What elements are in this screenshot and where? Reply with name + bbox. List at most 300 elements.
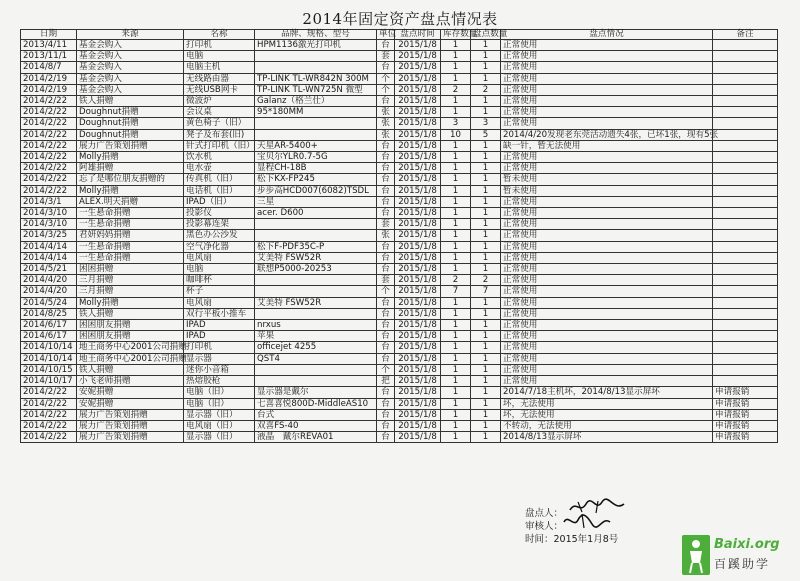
table-cell: 黑色办公沙发 [184, 230, 255, 241]
table-cell [713, 73, 778, 84]
table-cell: 台 [377, 420, 395, 431]
table-cell: 双喜FS-40 [255, 420, 377, 431]
table-cell: IPAD（旧） [184, 196, 255, 207]
table-cell: 无线USB网卡 [184, 84, 255, 95]
table-cell: 1 [441, 174, 471, 185]
table-cell: 1 [441, 208, 471, 219]
table-cell: 2014/4/14 [21, 241, 77, 252]
table-row [21, 342, 778, 353]
column-header: 品牌、规格、型号 [255, 30, 377, 40]
table-cell: 正常使用 [501, 152, 713, 163]
table-cell: 1 [441, 409, 471, 420]
table-cell: 台 [377, 208, 395, 219]
table-cell: Doughnut捐赠 [77, 107, 184, 118]
table-row [21, 118, 778, 129]
table-cell: 2013/4/11 [21, 40, 77, 51]
table-cell: 1 [441, 252, 471, 263]
column-header: 备注 [713, 30, 778, 40]
table-cell: 一生悬命捐赠 [77, 241, 184, 252]
table-row [21, 73, 778, 84]
table-row [21, 96, 778, 107]
table-cell: 铁人捐赠 [77, 308, 184, 319]
table-row [21, 208, 778, 219]
table-cell [713, 152, 778, 163]
table-cell: 正常使用 [501, 62, 713, 73]
table-cell: 正常使用 [501, 196, 713, 207]
table-cell: 会议桌 [184, 107, 255, 118]
table-cell: 联想P5000-20253 [255, 264, 377, 275]
table-cell: 困困朋友捐赠 [77, 331, 184, 342]
table-cell: 2 [471, 84, 501, 95]
table-cell: 2014/10/17 [21, 376, 77, 387]
table-row [21, 196, 778, 207]
table-row [21, 320, 778, 331]
table-cell: 热熔胶枪 [184, 376, 255, 387]
table-cell: 显示器是戴尔 [255, 387, 377, 398]
table-cell: 申请报销 [713, 387, 778, 398]
table-cell: 2015/1/8 [395, 96, 441, 107]
table-cell: 1 [441, 420, 471, 431]
table-cell: 2015/1/8 [395, 320, 441, 331]
table-cell [713, 96, 778, 107]
table-cell: 2015/1/8 [395, 107, 441, 118]
table-cell: 三星 [255, 196, 377, 207]
table-cell: 杯子 [184, 286, 255, 297]
table-cell: 正常使用 [501, 297, 713, 308]
table-row [21, 387, 778, 398]
table-cell: 地王商务中心2001公司捐赠 [77, 342, 184, 353]
table-cell: 1 [441, 264, 471, 275]
table-cell [255, 129, 377, 140]
table-cell: 1 [441, 342, 471, 353]
table-cell: 2015/1/8 [395, 118, 441, 129]
table-row [21, 264, 778, 275]
table-cell: 1 [471, 342, 501, 353]
table-cell: 1 [441, 140, 471, 151]
table-cell: 10 [441, 129, 471, 140]
table-cell: 君妍妈妈捐赠 [77, 230, 184, 241]
table-cell [255, 364, 377, 375]
table-cell: 艾美特 FSW52R [255, 252, 377, 263]
header-row [21, 30, 778, 40]
table-cell: 1 [441, 152, 471, 163]
table-cell: Molly捐赠 [77, 297, 184, 308]
table-cell: 台 [377, 152, 395, 163]
table-cell: 1 [471, 73, 501, 84]
table-cell: 1 [471, 331, 501, 342]
table-cell [713, 163, 778, 174]
table-row [21, 241, 778, 252]
table-cell: 电话机（旧） [184, 185, 255, 196]
table-cell: 张 [377, 230, 395, 241]
table-cell: 正常使用 [501, 286, 713, 297]
table-cell: 缺一针，暂无法使用 [501, 140, 713, 151]
table-cell: 2015/1/8 [395, 196, 441, 207]
table-cell: 1 [441, 73, 471, 84]
table-cell: 一生悬命捐赠 [77, 208, 184, 219]
table-cell: 打印机 [184, 342, 255, 353]
table-cell [713, 84, 778, 95]
table-row [21, 398, 778, 409]
table-cell: 不转动，无法使用 [501, 420, 713, 431]
table-cell: 正常使用 [501, 40, 713, 51]
table-cell: 空气净化器 [184, 241, 255, 252]
table-cell: TP-LINK TL-WR842N 300M [255, 73, 377, 84]
table-cell: 2014/2/22 [21, 432, 77, 443]
logo-cn: 百蹊助学 [714, 557, 771, 571]
table-row [21, 353, 778, 364]
table-cell: IPAD [184, 320, 255, 331]
table-cell: acer. D600 [255, 208, 377, 219]
table-cell: 基金会购入 [77, 73, 184, 84]
table-cell: 台 [377, 96, 395, 107]
table-cell: 2014/4/20 [21, 275, 77, 286]
table-cell: 正常使用 [501, 118, 713, 129]
table-cell: 1 [441, 107, 471, 118]
table-cell: 1 [441, 398, 471, 409]
table-cell [713, 196, 778, 207]
table-cell: 2014/4/14 [21, 252, 77, 263]
table-cell: 台 [377, 40, 395, 51]
table-cell: 2015/1/8 [395, 376, 441, 387]
table-cell [713, 353, 778, 364]
table-cell: 黄色椅子（旧） [184, 118, 255, 129]
table-cell: 3 [441, 118, 471, 129]
table-cell: 2015/1/8 [395, 174, 441, 185]
table-cell [255, 308, 377, 319]
table-cell [713, 208, 778, 219]
table-cell: 5 [471, 129, 501, 140]
table-cell: 2014/3/10 [21, 219, 77, 230]
date-label: 时间：2015年1月8号 [525, 534, 619, 545]
table-cell: 2014/2/22 [21, 163, 77, 174]
table-cell: 步步高HCD007(6082)TSDL [255, 185, 377, 196]
table-cell: 一生悬命捐赠 [77, 219, 184, 230]
table-cell: 迷你小音箱 [184, 364, 255, 375]
table-cell: 三月捐赠 [77, 275, 184, 286]
table-cell: 凳子及布套(旧) [184, 129, 255, 140]
table-cell: 1 [471, 353, 501, 364]
table-cell: 1 [441, 432, 471, 443]
table-cell: 1 [441, 230, 471, 241]
table-cell: 套 [377, 51, 395, 62]
table-cell: 正常使用 [501, 252, 713, 263]
table-cell: 天星AR-5400+ [255, 140, 377, 151]
table-cell: 2014/2/22 [21, 107, 77, 118]
counter-label: 盘点人： [525, 508, 564, 519]
table-cell: IPAD [184, 331, 255, 342]
table-cell [255, 286, 377, 297]
table-row [21, 62, 778, 73]
logo-figure-icon [682, 535, 710, 575]
table-cell [713, 62, 778, 73]
table-cell: 正常使用 [501, 264, 713, 275]
table-cell: 1 [471, 230, 501, 241]
column-header: 盘点时间 [395, 30, 441, 40]
table-cell: 2015/1/8 [395, 129, 441, 140]
table-cell: 个 [377, 73, 395, 84]
table-cell [713, 140, 778, 151]
table-cell: 困困捐赠 [77, 264, 184, 275]
table-cell: 个 [377, 286, 395, 297]
table-row [21, 286, 778, 297]
asset-table [20, 29, 778, 443]
table-cell: 1 [471, 409, 501, 420]
table-cell: 台 [377, 163, 395, 174]
column-header: 盘点情况 [501, 30, 713, 40]
table-cell [713, 342, 778, 353]
table-row [21, 376, 778, 387]
table-cell: 基金会购入 [77, 84, 184, 95]
table-cell: 1 [471, 208, 501, 219]
table-cell: 1 [471, 364, 501, 375]
table-cell: 展力广告策划捐赠 [77, 420, 184, 431]
table-cell: 正常使用 [501, 275, 713, 286]
table-cell: HPM1136激光打印机 [255, 40, 377, 51]
table-cell: 显示器 [184, 353, 255, 364]
table-row [21, 364, 778, 375]
baixi-logo [682, 535, 792, 577]
table-cell: 2014/3/1 [21, 196, 77, 207]
table-cell: Molly捐赠 [77, 185, 184, 196]
table-cell: 1 [471, 376, 501, 387]
table-cell: 一生悬命捐赠 [77, 252, 184, 263]
table-cell: QST4 [255, 353, 377, 364]
table-cell: 1 [441, 62, 471, 73]
table-cell: 电脑主机 [184, 62, 255, 73]
table-cell [713, 129, 778, 140]
table-cell: 投影仪 [184, 208, 255, 219]
table-cell: 申请报销 [713, 398, 778, 409]
table-cell: 2014/10/14 [21, 353, 77, 364]
table-cell: 2015/1/8 [395, 286, 441, 297]
table-cell: 2014/2/22 [21, 185, 77, 196]
table-row [21, 152, 778, 163]
table-cell: 阿雄捐赠 [77, 163, 184, 174]
table-cell: 困困朋友捐赠 [77, 320, 184, 331]
table-cell: 正常使用 [501, 73, 713, 84]
table-cell [713, 275, 778, 286]
table-cell: 1 [471, 320, 501, 331]
table-cell: 2015/1/8 [395, 398, 441, 409]
table-row [21, 84, 778, 95]
table-cell: 1 [471, 163, 501, 174]
table-cell: 2 [471, 275, 501, 286]
table-cell: 2014/2/22 [21, 129, 77, 140]
table-cell: 1 [441, 51, 471, 62]
table-cell: 1 [441, 241, 471, 252]
table-cell: 1 [471, 96, 501, 107]
table-cell: 2015/1/8 [395, 241, 441, 252]
table-cell: 2015/1/8 [395, 62, 441, 73]
table-cell: 1 [441, 196, 471, 207]
table-cell: 咖啡杯 [184, 275, 255, 286]
table-cell: 2014/6/17 [21, 320, 77, 331]
table-row [21, 219, 778, 230]
column-header: 单位 [377, 30, 395, 40]
table-cell: 申请报销 [713, 432, 778, 443]
table-row [21, 331, 778, 342]
table-cell: 正常使用 [501, 376, 713, 387]
table-cell [255, 62, 377, 73]
table-row [21, 51, 778, 62]
table-cell: Doughnut捐赠 [77, 129, 184, 140]
table-cell: 台 [377, 308, 395, 319]
table-cell: 1 [441, 96, 471, 107]
logo-brand: Baixi.org [714, 537, 780, 552]
page-title: 2014年固定资产盘点情况表 [302, 10, 498, 28]
table-cell: 松下F-PDF35C-P [255, 241, 377, 252]
table-cell: officejet 4255 [255, 342, 377, 353]
table-cell: 电风扇（旧） [184, 420, 255, 431]
table-cell: 电水壶 [184, 163, 255, 174]
table-cell: 电风扇 [184, 297, 255, 308]
table-cell [713, 308, 778, 319]
table-cell: 正常使用 [501, 96, 713, 107]
table-cell [713, 297, 778, 308]
table-cell: 张 [377, 129, 395, 140]
table-cell: 2014/2/22 [21, 398, 77, 409]
table-cell: 暂未使用 [501, 174, 713, 185]
table-cell: Molly捐赠 [77, 152, 184, 163]
table-row [21, 420, 778, 431]
table-cell: 打印机 [184, 40, 255, 51]
table-cell [713, 376, 778, 387]
table-cell [713, 185, 778, 196]
table-cell: 安妮捐赠 [77, 398, 184, 409]
table-cell: 2015/1/8 [395, 230, 441, 241]
table-row [21, 297, 778, 308]
table-cell [713, 252, 778, 263]
table-cell: 2014/2/22 [21, 174, 77, 185]
table-cell: 坏，无法使用 [501, 409, 713, 420]
table-cell: 2015/1/8 [395, 51, 441, 62]
table-cell: 2015/1/8 [395, 163, 441, 174]
table-cell: 2014/2/22 [21, 409, 77, 420]
table-cell: 1 [471, 252, 501, 263]
table-cell: 1 [471, 297, 501, 308]
table-cell: 套 [377, 219, 395, 230]
table-cell: 张 [377, 118, 395, 129]
table-cell: 2014/5/21 [21, 264, 77, 275]
table-row [21, 432, 778, 443]
table-cell: 台 [377, 252, 395, 263]
table-cell: 申请报销 [713, 409, 778, 420]
table-cell: 饮水机 [184, 152, 255, 163]
table-cell: 台 [377, 320, 395, 331]
table-cell: 台 [377, 432, 395, 443]
table-cell [713, 40, 778, 51]
table-cell: 2014/5/24 [21, 297, 77, 308]
table-cell: 2014/6/17 [21, 331, 77, 342]
table-row [21, 275, 778, 286]
table-cell: 1 [441, 297, 471, 308]
table-cell: 3 [471, 118, 501, 129]
table-cell: 1 [471, 40, 501, 51]
table-cell: 正常使用 [501, 230, 713, 241]
table-cell: 2014/2/22 [21, 387, 77, 398]
table-cell: 无线路由器 [184, 73, 255, 84]
table-cell: 铁人捐赠 [77, 96, 184, 107]
table-cell: 展力广告策划捐赠 [77, 432, 184, 443]
table-cell: 1 [471, 62, 501, 73]
table-row [21, 230, 778, 241]
table-cell: 2015/1/8 [395, 264, 441, 275]
table-cell: 1 [471, 420, 501, 431]
table-cell: 基金会购入 [77, 40, 184, 51]
table-cell: 2015/1/8 [395, 420, 441, 431]
table-cell: 正常使用 [501, 364, 713, 375]
table-cell: 2015/1/8 [395, 275, 441, 286]
table-cell: 双行平板小推车 [184, 308, 255, 319]
table-cell: 2014/4/20发现老东莞活动遗失4张，已坏1张，现有5张 [501, 129, 713, 140]
table-cell [713, 331, 778, 342]
table-body [21, 40, 778, 443]
table-cell: 正常使用 [501, 320, 713, 331]
table-cell: Doughnut捐赠 [77, 118, 184, 129]
table-cell: 2015/1/8 [395, 73, 441, 84]
table-cell: 1 [441, 364, 471, 375]
table-row [21, 308, 778, 319]
table-cell: 2014/2/22 [21, 118, 77, 129]
table-cell: 苹果 [255, 331, 377, 342]
table-row [21, 252, 778, 263]
table-cell: 1 [471, 241, 501, 252]
table-cell: 2014/4/20 [21, 286, 77, 297]
table-cell: 台 [377, 140, 395, 151]
table-cell: 1 [471, 174, 501, 185]
table-cell: 张 [377, 107, 395, 118]
table-cell: 1 [441, 376, 471, 387]
table-cell: 宝贝尔YLR0.7-5G [255, 152, 377, 163]
reviewer-label: 审核人： [525, 521, 564, 532]
table-cell: 台式 [255, 409, 377, 420]
table-cell: 台 [377, 174, 395, 185]
table-cell: 2015/1/8 [395, 40, 441, 51]
table-row [21, 174, 778, 185]
table-cell: 铁人捐赠 [77, 364, 184, 375]
table-cell: 2015/1/8 [395, 208, 441, 219]
table-cell: 2014/10/14 [21, 342, 77, 353]
table-cell [255, 219, 377, 230]
table-cell: 2015/1/8 [395, 219, 441, 230]
table-cell: 台 [377, 331, 395, 342]
table-cell: 显程CH-18B [255, 163, 377, 174]
table-cell: 正常使用 [501, 163, 713, 174]
table-cell: 2014/7/18主机坏，2014/8/13显示屏坏 [501, 387, 713, 398]
table-cell: 台 [377, 342, 395, 353]
reviewer-signature [562, 512, 612, 530]
table-cell: 展力广告策划捐赠 [77, 409, 184, 420]
table-cell: 2015/1/8 [395, 140, 441, 151]
table-cell [713, 264, 778, 275]
table-cell: ALEX.明天捐赠 [77, 196, 184, 207]
table-row [21, 185, 778, 196]
table-cell: 1 [441, 308, 471, 319]
table-cell: 1 [441, 219, 471, 230]
table-cell: 台 [377, 398, 395, 409]
table-cell: 正常使用 [501, 219, 713, 230]
table-cell: 基金会购入 [77, 62, 184, 73]
table-cell: 正常使用 [501, 208, 713, 219]
table-row [21, 140, 778, 151]
table-cell: 2014/8/13显示屏坏 [501, 432, 713, 443]
table-cell [713, 230, 778, 241]
table-row [21, 129, 778, 140]
table-row [21, 409, 778, 420]
table-cell [713, 107, 778, 118]
table-cell: 1 [441, 320, 471, 331]
